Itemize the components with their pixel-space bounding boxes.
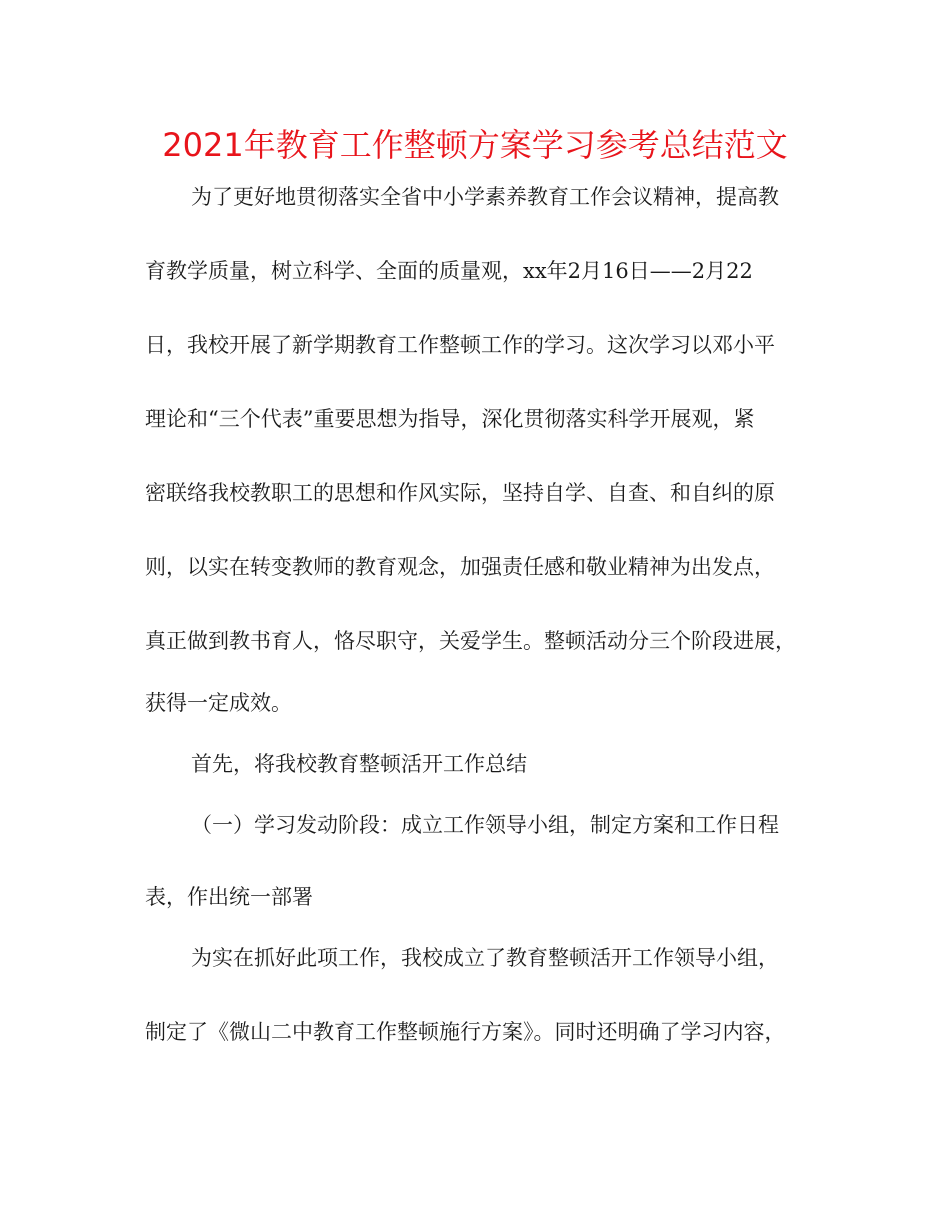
paragraph-line: 日，我校开展了新学期教育工作整顿工作的学习。这次学习以邓小平 <box>145 333 775 357</box>
paragraph-line: 表，作出统一部署 <box>145 885 313 909</box>
paragraph-line: 获得一定成效。 <box>145 691 292 715</box>
paragraph-line: 为实在抓好此项工作，我校成立了教育整顿活开工作领导小组， <box>191 946 779 970</box>
paragraph-line: 育教学质量，树立科学、全面的质量观，xx年2月16日——2月22 <box>145 259 753 283</box>
paragraph-line: 密联络我校教职工的思想和作风实际，坚持自学、自查、和自纠的原 <box>145 481 775 505</box>
paragraph-line: 为了更好地贯彻落实全省中小学素养教育工作会议精神，提高教 <box>191 185 779 209</box>
document-title: 2021年教育工作整顿方案学习参考总结范文 <box>162 126 788 164</box>
paragraph-line: 首先，将我校教育整顿活开工作总结 <box>191 752 527 776</box>
paragraph-line: 制定了《微山二中教育工作整顿施行方案》。同时还明确了学习内容， <box>145 1020 786 1044</box>
paragraph-line: （一）学习发动阶段：成立工作领导小组，制定方案和工作日程 <box>191 813 779 837</box>
paragraph-line: 则，以实在转变教师的教育观念，加强责任感和敬业精神为出发点， <box>145 555 775 579</box>
paragraph-line: 真正做到教书育人，恪尽职守，关爱学生。整顿活动分三个阶段进展， <box>145 629 796 653</box>
paragraph-line: 理论和“三个代表”重要思想为指导，深化贯彻落实科学开展观，紧 <box>145 407 755 431</box>
